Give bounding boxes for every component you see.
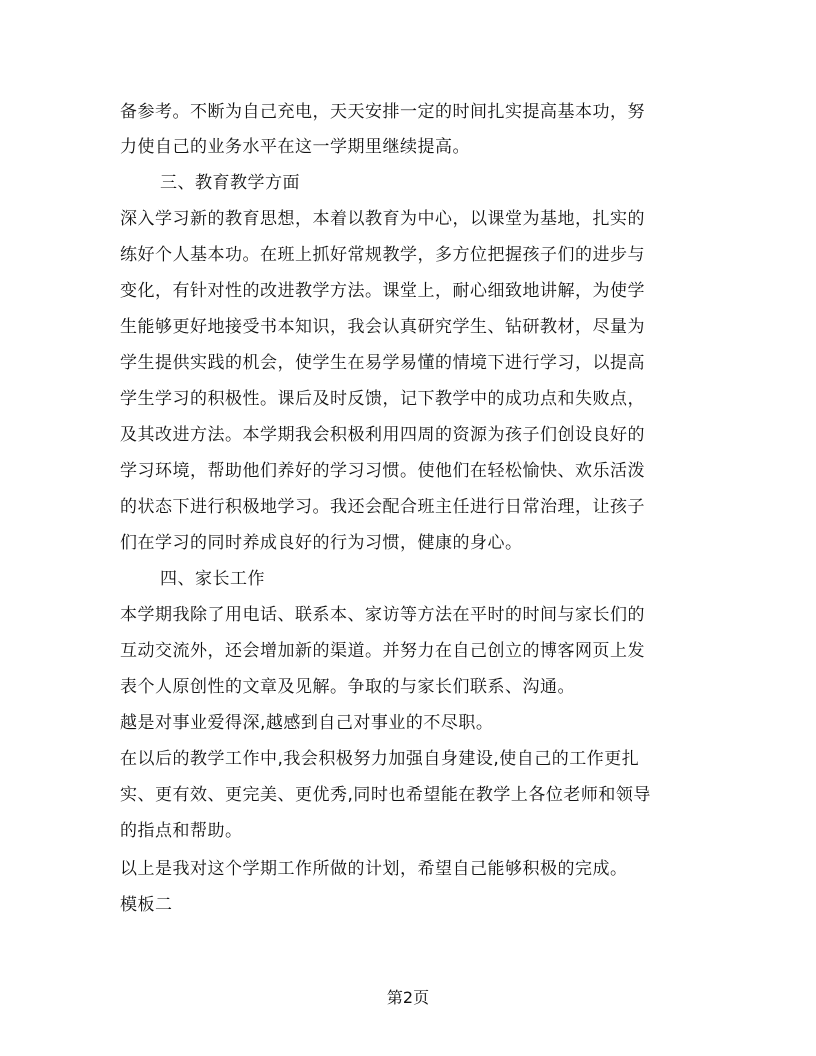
paragraph-line: 力使自己的业务水平在这一学期里继续提高。 [120,137,470,157]
paragraph-line: 学生提供实践的机会，使学生在易学易懂的情境下进行学习，以提高 [120,353,645,373]
paragraph-line: 生能够更好地接受书本知识，我会认真研究学生、钻研教材，尽量为 [120,317,645,337]
paragraph-line: 互动交流外，还会增加新的渠道。并努力在自己创立的博客网页上发 [120,641,645,661]
paragraph-line: 实、更有效、更完美、更优秀,同时也希望能在教学上各位老师和领导 [120,785,651,805]
paragraph-line: 表个人原创性的文章及见解。争取的与家长们联系、沟通。 [120,677,575,697]
paragraph-line: 及其改进方法。本学期我会积极利用四周的资源为孩子们创设良好的 [120,425,645,445]
paragraph-line: 备参考。不断为自己充电，天天安排一定的时间扎实提高基本功，努 [120,102,645,122]
section-heading-teaching: 三、教育教学方面 [160,173,300,193]
paragraph-line: 们在学习的同时养成良好的行为习惯，健康的身心。 [120,533,523,553]
section-heading-template-two: 模板二 [120,895,173,915]
paragraph-line: 学生学习的积极性。课后及时反馈，记下教学中的成功点和失败点， [120,389,645,409]
paragraph-line: 的指点和帮助。 [120,821,243,841]
paragraph-line: 在以后的教学工作中,我会积极努力加强自身建设,使自己的工作更扎 [120,749,640,769]
paragraph-line: 变化，有针对性的改进教学方法。课堂上，耐心细致地讲解，为使学 [120,281,645,301]
section-heading-parents: 四、家长工作 [160,569,265,589]
paragraph-line: 学习环境，帮助他们养好的学习习惯。使他们在轻松愉快、欢乐活泼 [120,461,645,481]
paragraph-line: 本学期我除了用电话、联系本、家访等方法在平时的时间与家长们的 [120,605,645,625]
paragraph-line: 深入学习新的教育思想，本着以教育为中心，以课堂为基地，扎实的 [120,209,645,229]
paragraph-line: 以上是我对这个学期工作所做的计划，希望自己能够积极的完成。 [120,859,628,879]
paragraph-line: 的状态下进行积极地学习。我还会配合班主任进行日常治理，让孩子 [120,497,645,517]
page-number: 第2页 [386,988,430,1007]
paragraph-line: 越是对事业爱得深,越感到自己对事业的不尽职。 [120,713,494,733]
paragraph-line: 练好个人基本功。在班上抓好常规教学，多方位把握孩子们的进步与 [120,245,645,265]
